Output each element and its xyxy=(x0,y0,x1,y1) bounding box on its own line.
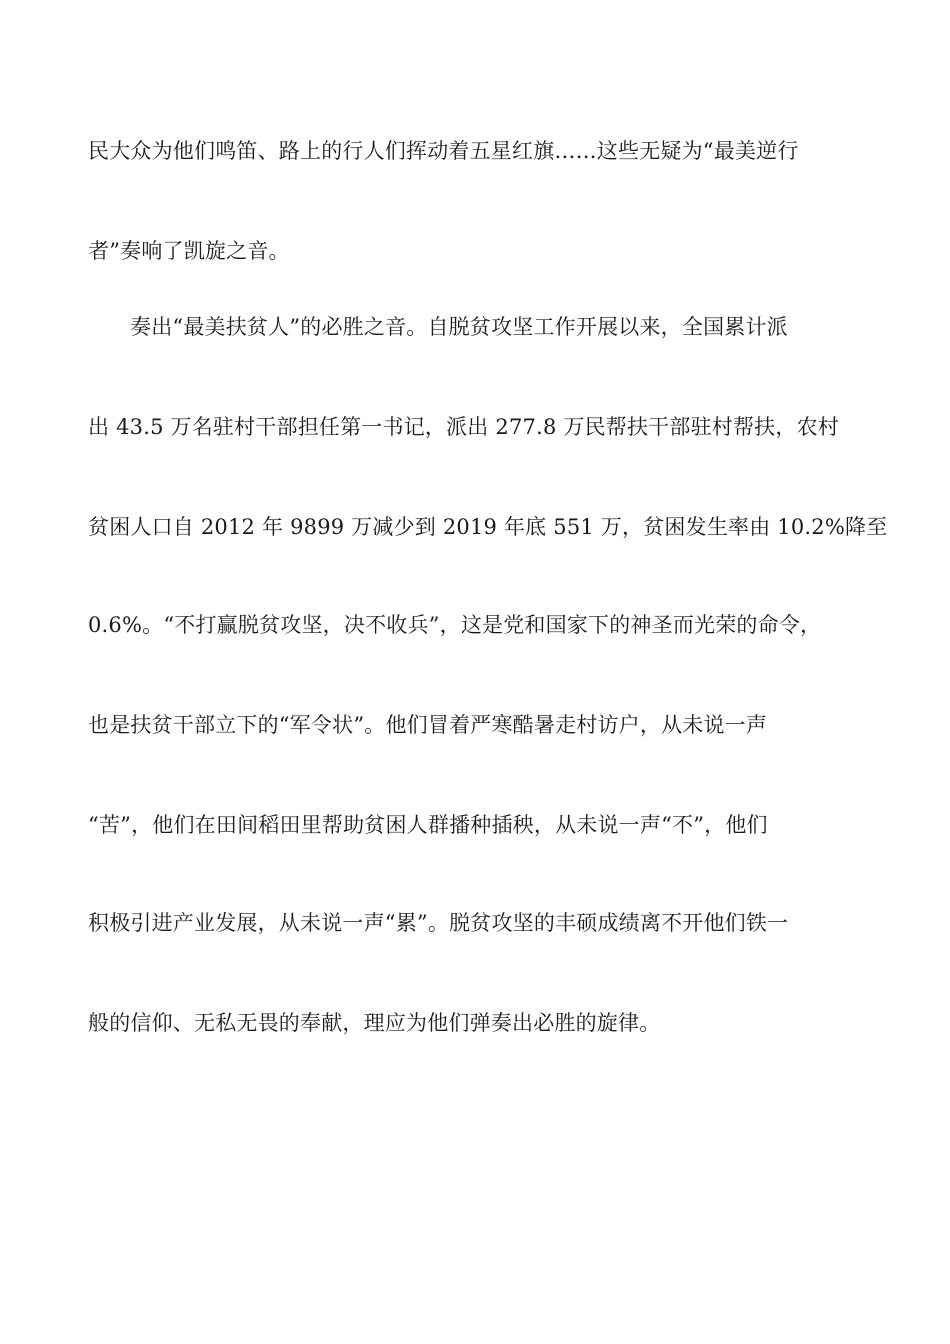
text-line: “苦”，他们在田间稻田里帮助贫困人群播种插秧，从未说一声“不”，他们 xyxy=(88,813,768,837)
text-line: 积极引进产业发展，从未说一声“累”。脱贫攻坚的丰硕成绩离不开他们铁一 xyxy=(88,911,789,935)
text-line: 民大众为他们鸣笛、路上的行人们挥动着五星红旗……这些无疑为“最美逆行 xyxy=(88,139,799,163)
paragraph-first-line: 奏出“最美扶贫人”的必胜之音。自脱贫攻坚工作开展以来，全国累计派 xyxy=(130,315,788,339)
text-line: 也是扶贫干部立下的“军令状”。他们冒着严寒酷暑走村访户，从未说一声 xyxy=(88,713,768,737)
text-line: 出 43.5 万名驻村干部担任第一书记，派出 277.8 万民帮扶干部驻村帮扶，农村 xyxy=(88,415,839,439)
text-line: 者”奏响了凯旋之音。 xyxy=(88,239,290,263)
text-line: 般的信仰、无私无畏的奉献，理应为他们弹奏出必胜的旋律。 xyxy=(88,1011,661,1035)
text-line: 贫困人口自 2012 年 9899 万减少到 2019 年底 551 万，贫困发生率由 10.2%降至 xyxy=(88,515,888,539)
text-line: 0.6%。“不打赢脱贫攻坚，决不收兵”，这是党和国家下的神圣而光荣的命令， xyxy=(88,613,822,637)
